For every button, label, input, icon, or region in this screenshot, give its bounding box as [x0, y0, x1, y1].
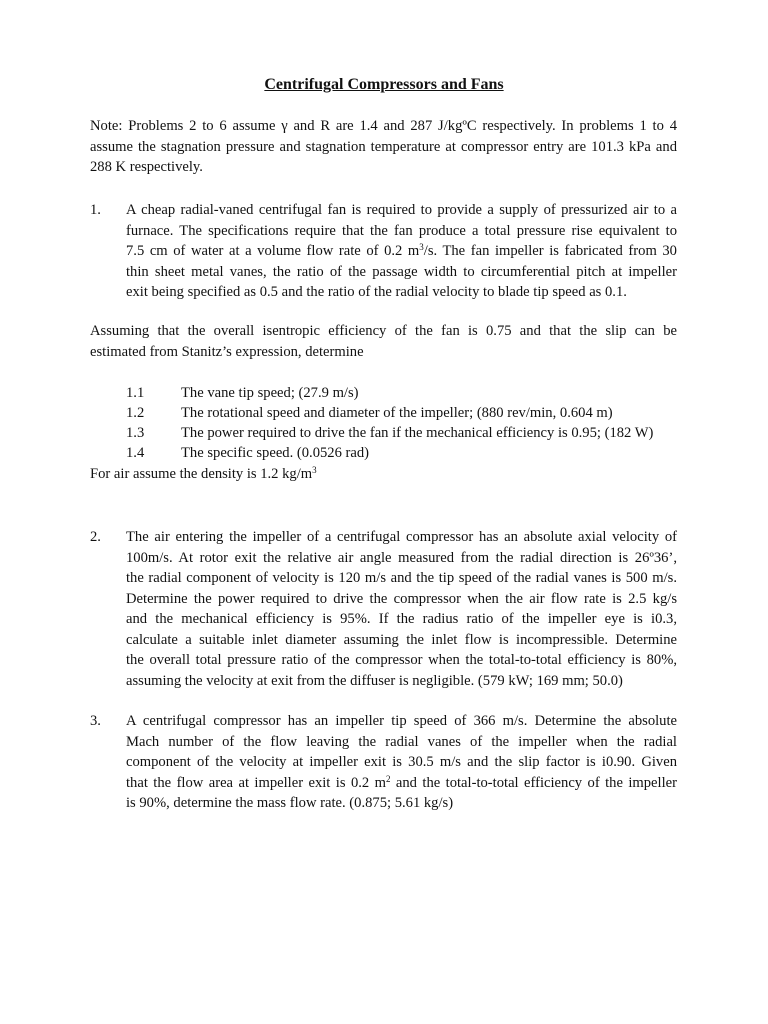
problem-line-head: 7.5 cm of water at a volume flow rate of 0.2 m	[126, 243, 420, 259]
subitem-text: The rotational speed and diameter of the impeller; (880 rev/min, 0.604 m)	[181, 405, 613, 421]
problem-line-tail: and the total-to-total efficiency of the impeller	[390, 774, 677, 791]
subitem-1-1	[126, 383, 359, 403]
note-line: Note: Problems 2 to 6 assume γ and R are 1.4 and 287 J/kgºC respectively. In problems 1 to 4	[90, 118, 677, 134]
problem-line: component of the velocity at impeller exit is 30.5 m/s and the slip factor is i0.90. Given	[126, 754, 677, 770]
problem-1-number: 1.	[90, 202, 101, 218]
subitem-number: 1.1	[126, 385, 145, 401]
subitem-1-4	[126, 443, 369, 463]
superscript: 2	[385, 773, 391, 784]
problem-line-tail: /s. The fan impeller is fabricated from 30	[423, 243, 677, 259]
problem-line: thin sheet metal vanes, the ratio of the passage width to circumferential pitch at impeller	[126, 263, 677, 280]
problem-line: assuming the velocity at exit from the diffuser is negligible. (579 kW; 169 mm; 50.0)	[126, 672, 623, 689]
superscript: 3	[312, 465, 317, 475]
problem-line: A centrifugal compressor has an impeller tip speed of 366 m/s. Determine the absolute	[126, 713, 677, 729]
problem-line	[126, 773, 677, 794]
problem-line: furnace. The specifications require that the fan produce a total pressure rise equivalent to	[126, 222, 677, 239]
problem-line: Mach number of the flow leaving the radial vanes of the impeller when the radial	[126, 733, 677, 750]
subitem-number: 1.2	[126, 405, 145, 421]
superscript: 3	[419, 242, 424, 252]
problem-line: the overall total pressure ratio of the compressor when the total-to-total efficiency is 80%,	[126, 652, 677, 668]
subitem-1-2	[126, 403, 613, 423]
problem-line: exit being specified as 0.5 and the ratio of the radial velocity to blade tip speed as 0.1.	[126, 284, 627, 300]
problem-line: A cheap radial-vaned centrifugal fan is required to provide a supply of pressurized air to a	[126, 202, 677, 218]
subitem-number: 1.4	[126, 445, 145, 461]
subitem-1-3	[126, 423, 653, 443]
assumption-line: estimated from Stanitz’s expression, determine	[90, 343, 364, 360]
note-paragraph	[90, 116, 677, 178]
assumption-line: Assuming that the overall isentropic efficiency of the fan is 0.75 and that the slip can be	[90, 323, 677, 339]
note-line: 288 K respectively.	[90, 159, 203, 175]
problem-line: The air entering the impeller of a centrifugal compressor has an absolute axial velocity of	[126, 529, 677, 545]
problem-1-assumption	[90, 321, 677, 362]
problem-1-text	[126, 200, 677, 303]
document-title: Centrifugal Compressors and Fans	[264, 76, 504, 93]
problem-line	[126, 241, 677, 262]
problem-line: the radial component of velocity is 120 m/s and the tip speed of the radial vanes is 500 m/s.	[126, 570, 677, 586]
problem-line: and the mechanical efficiency is 95%. If the radius ratio of the impeller eye is i0.3,	[126, 611, 677, 627]
problem-3-number: 3.	[90, 713, 101, 729]
problem-2-number: 2.	[90, 529, 101, 545]
density-text: For air assume the density is 1.2 kg/m	[90, 466, 313, 482]
problem-line: 100m/s. At rotor exit the relative air angle measured from the radial direction is 26º36’,	[126, 549, 677, 566]
problem-2-text	[126, 527, 677, 691]
problem-line: is 90%, determine the mass flow rate. (0.875; 5.61 kg/s)	[126, 795, 454, 811]
subitem-text: The vane tip speed; (27.9 m/s)	[181, 385, 359, 401]
density-note	[90, 464, 317, 484]
problem-line-head: that the flow area at impeller exit is 0.2 m	[126, 774, 386, 791]
problem-3-text	[126, 711, 677, 814]
subitem-text: The specific speed. (0.0526 rad)	[181, 445, 370, 461]
problem-line: calculate a suitable inlet diameter assuming the inlet flow is incompressible. Determine	[126, 631, 677, 648]
problem-line: Determine the power required to drive the compressor when the air flow rate is 2.5 kg/s	[126, 590, 677, 607]
note-line: assume the stagnation pressure and stagnation temperature at compressor entry are 101.3 kPa and	[90, 138, 677, 155]
subitem-number: 1.3	[126, 425, 145, 441]
subitem-text: The power required to drive the fan if the mechanical efficiency is 0.95; (182 W)	[181, 425, 654, 441]
